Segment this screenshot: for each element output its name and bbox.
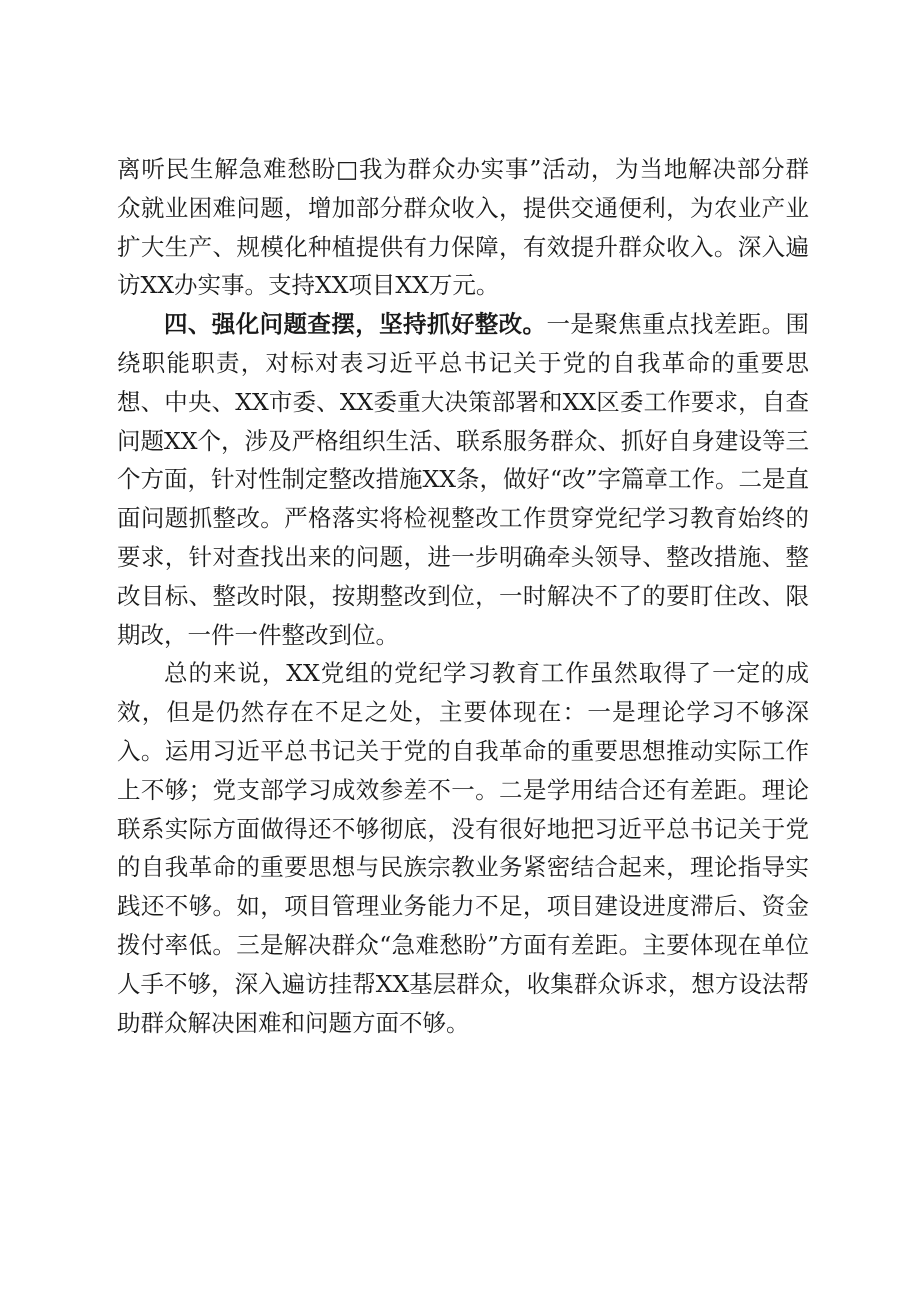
paragraph-text: 一是聚焦重点找差距。围绕职能职责，对标对表习近平总书记关于党的自我革命的重要思想、中央、XX市委、XX委重大决策部署和XX区委工作要求，自查问题XX个，涉及严格组织生活、联系服务群众、抓好自身建设等三个方面，针对性制定整改措施XX条，做好“改”字篇章工作。二是直面问题抓整改。严格落实将检视整改工作贯穿党纪学习教育始终的要求，针对查找出来的问题，进一步明确牵头领导、整改措施、整改目标、整改时限，按期整改到位，一时解决不了的要盯住改、限期改，一件一件整改到位。 [117, 310, 810, 649]
paragraph-text: 总的来说，XX党组的党纪学习教育工作虽然取得了一定的成效，但是仍然存在不足之处，主要体现在：一是理论学习不够深入。运用习近平总书记关于党的自我革命的重要思想推动实际工作上不够；党支部学习成效参差不一。二是学用结合还有差距。理论联系实际方面做得还不够彻底，没有很好地把习近平总书记关于党的自我革命的重要思想与民族宗教业务紧密结合起来，理论指导实践还不够。如，项目管理业务能力不足，项目建设进度滞后、资金拨付率低。三是解决群众“急难愁盼”方面有差距。主要体现在单位人手不够，深入遍访挂帮XX基层群众，收集群众诉求，想方设法帮助群众解决困难和问题方面不够。 [117, 659, 809, 1037]
paragraph-continuation [117, 150, 809, 305]
paragraph-text: 离听民生解急难愁盼□我为群众办实事”活动，为当地解决部分群众就业困难问题，增加部分群众收入，提供交通便利，为农业产业扩大生产、规模化种植提供有力保障，有效提升群众收入。深入遍访XX办实事。支持XX项目XX万元。 [117, 155, 809, 300]
paragraph-section-four [117, 305, 809, 654]
paragraph-summary [117, 654, 809, 1042]
document-body [117, 150, 809, 1042]
section-heading: 四、强化问题查摆，坚持抓好整改。 [164, 310, 547, 339]
